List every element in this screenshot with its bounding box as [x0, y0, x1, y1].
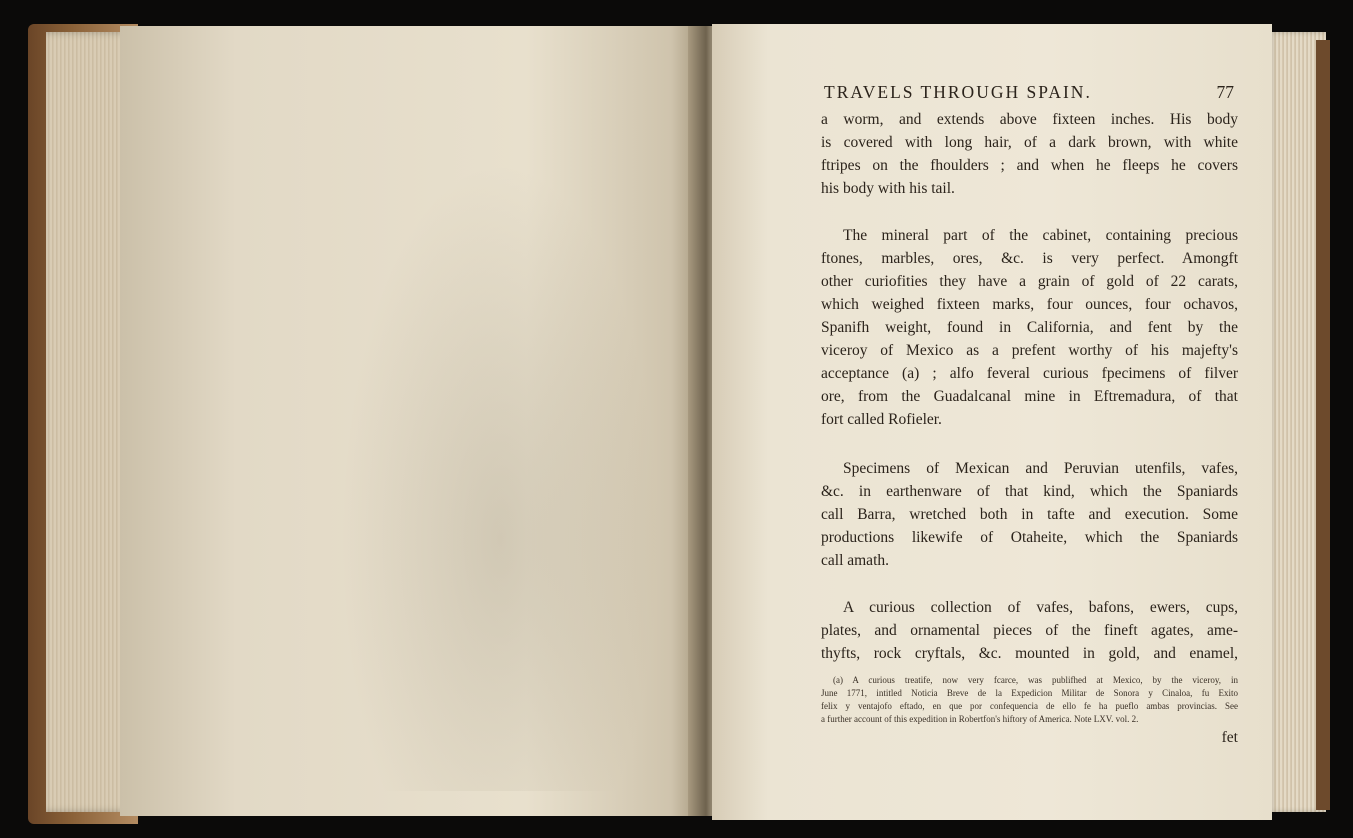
- catchword: fet: [1221, 729, 1238, 746]
- text-line: fort called Rofieler.: [821, 411, 942, 428]
- text-line: other curiofities they have a grain of gold of 22 carats,: [821, 273, 1238, 290]
- text-line: productions likewife of Otaheite, which the Spaniards: [821, 529, 1238, 546]
- text-line: ore, from the Guadalcanal mine in Eftremadura, of that: [821, 388, 1238, 405]
- text-line: his body with his tail.: [821, 180, 955, 197]
- text-line: a worm, and extends above fixteen inches. His body: [821, 111, 1238, 128]
- text-line: plates, and ornamental pieces of the fineft agates, ame-: [821, 622, 1238, 639]
- text-line: ftones, marbles, ores, &c. is very perfect. Amongft: [821, 250, 1238, 267]
- text-line: acceptance (a) ; alfo feveral curious fpecimens of filver: [821, 365, 1238, 382]
- footnote-line: felix y ventajofo eftado, en que por confequencia de ello fe ha pueflo ambas provincias. See: [821, 701, 1238, 711]
- bleed-through-illustration: [340, 161, 660, 791]
- right-page: [712, 24, 1272, 820]
- text-line: call Barra, wretched both in tafte and execution. Some: [821, 506, 1238, 523]
- text-line: thyfts, rock cryftals, &c. mounted in gold, and enamel,: [821, 645, 1238, 662]
- text-line: call amath.: [821, 552, 889, 569]
- text-line: Specimens of Mexican and Peruvian utenfils, vafes,: [843, 460, 1238, 477]
- text-line: which weighed fixteen marks, four ounces, four ochavos,: [821, 296, 1238, 313]
- left-page: [120, 26, 700, 816]
- text-line: viceroy of Mexico as a prefent worthy of his majefty's: [821, 342, 1238, 359]
- running-header: [824, 82, 1234, 106]
- text-line: is covered with long hair, of a dark brown, with white: [821, 134, 1238, 151]
- page-number: 77: [1216, 82, 1234, 102]
- footnote-line: a further account of this expedition in Robertfon's hiftory of America. Note LXV. vol. 2.: [821, 714, 1139, 724]
- footnote-line: June 1771, intitled Noticia Breve de la Expedicion Militar de Sonora y Cinaloa, fu Exito: [821, 688, 1238, 698]
- running-head-title: TRAVELS THROUGH SPAIN.: [824, 82, 1092, 102]
- open-book: [28, 18, 1326, 824]
- book-cover-right: [1316, 40, 1330, 810]
- text-line: Spanifh weight, found in California, and fent by the: [821, 319, 1238, 336]
- text-line: The mineral part of the cabinet, containing precious: [843, 227, 1238, 244]
- text-line: ftripes on the fhoulders ; and when he fleeps he covers: [821, 157, 1238, 174]
- footnote-line: (a) A curious treatife, now very fcarce, was publifhed at Mexico, by the viceroy, in: [833, 675, 1238, 685]
- text-line: &c. in earthenware of that kind, which the Spaniards: [821, 483, 1238, 500]
- text-line: A curious collection of vafes, bafons, ewers, cups,: [843, 599, 1238, 616]
